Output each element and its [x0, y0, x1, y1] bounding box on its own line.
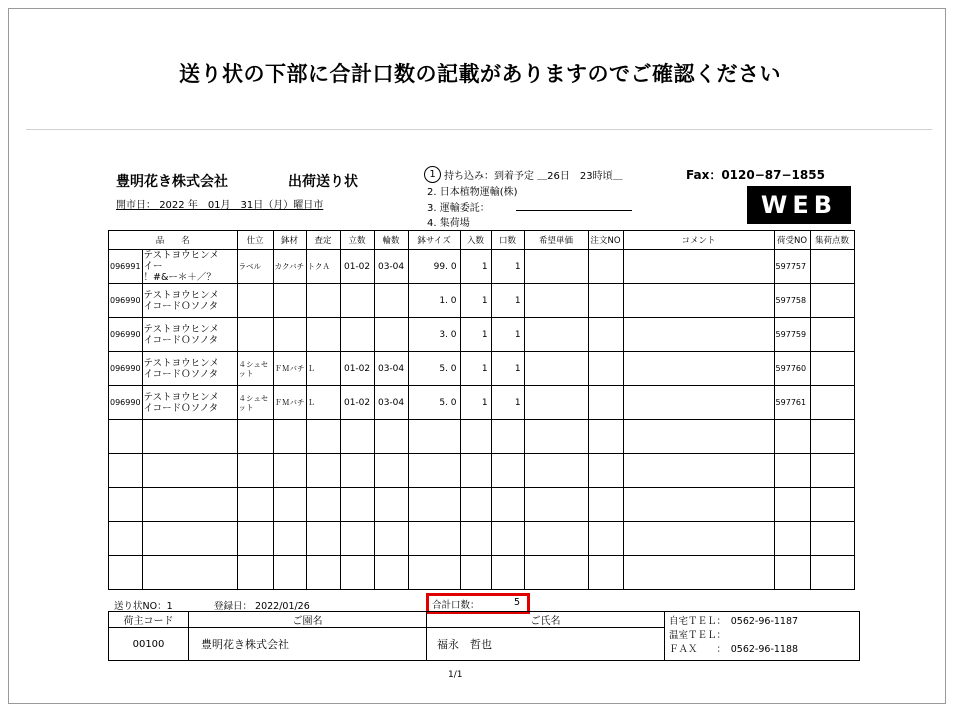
cell-size [408, 488, 460, 522]
table-row [109, 250, 855, 284]
cell-iri [460, 522, 491, 556]
cell-comment [623, 420, 774, 454]
fax-number: Fax：0120−87−1855 [686, 168, 825, 182]
cell-kuchi [491, 420, 524, 454]
shipment-table [108, 230, 855, 590]
cell-price [524, 250, 588, 284]
delivery-line-3-underline [516, 210, 632, 211]
col-header-iri: 入数 [460, 231, 491, 250]
cell-kuchi [491, 488, 524, 522]
cell-ukeno: 597759 [774, 318, 810, 352]
cell-hachizai [273, 488, 306, 522]
cell-order [588, 284, 623, 318]
cell-shitate [237, 420, 273, 454]
cell-shitate [237, 318, 273, 352]
cell-kuchi: 1 [491, 352, 524, 386]
cell-order [588, 352, 623, 386]
cell-points [810, 318, 854, 352]
cell-name [142, 250, 237, 284]
cell-code: 096990 [109, 318, 143, 352]
cell-ukeno: 597760 [774, 352, 810, 386]
web-badge: WEB [747, 186, 851, 224]
cell-points [810, 420, 854, 454]
cell-name [142, 556, 237, 590]
cell-shitate [237, 488, 273, 522]
col-header-size: 鉢サイズ [408, 231, 460, 250]
cell-ukeno [774, 488, 810, 522]
table-row [109, 386, 855, 420]
cell-tachi [340, 420, 374, 454]
cell-shitate [237, 522, 273, 556]
cell-ukeno: 597757 [774, 250, 810, 284]
cell-price [524, 386, 588, 420]
page-number: 1/1 [448, 670, 463, 680]
person-label: ご氏名 [427, 612, 665, 628]
cell-size: 3. 0 [408, 318, 460, 352]
cell-name [142, 454, 237, 488]
delivery-line-3: 3. 運輸委託： [427, 203, 490, 214]
cell-code: 096991 [109, 250, 143, 284]
cell-rin [374, 454, 408, 488]
cell-price [524, 352, 588, 386]
cell-shitate [237, 284, 273, 318]
cell-points [810, 454, 854, 488]
cell-iri [460, 420, 491, 454]
table-row [109, 318, 855, 352]
table-row [109, 522, 855, 556]
cell-code [109, 556, 143, 590]
cell-tachi [340, 488, 374, 522]
cell-hachizai [273, 454, 306, 488]
table-row [109, 284, 855, 318]
cell-name [142, 352, 237, 386]
cell-satei [306, 318, 340, 352]
cell-points [810, 352, 854, 386]
product-name-line: イコードＯソノタ [143, 402, 219, 414]
cell-size [408, 522, 460, 556]
cell-rin [374, 318, 408, 352]
cell-price [524, 522, 588, 556]
garden-label: ご園名 [189, 612, 427, 628]
table-row [109, 556, 855, 590]
cell-size: 5. 0 [408, 352, 460, 386]
market-date-value: 2022 年 01月 31日（月）曜日市 [159, 200, 324, 211]
cell-price [524, 420, 588, 454]
cell-name [142, 284, 237, 318]
cell-kuchi: 1 [491, 386, 524, 420]
slide-title: 送り状の下部に合計口数の記載がありますのでご確認ください [179, 62, 781, 86]
delivery-number-circle: 1 [424, 166, 441, 183]
cell-tachi: 01-02 [340, 386, 374, 420]
cell-iri: 1 [460, 352, 491, 386]
cell-iri [460, 488, 491, 522]
cell-kuchi [491, 556, 524, 590]
cell-size: 5. 0 [408, 386, 460, 420]
col-header-comment: コメント [623, 231, 774, 250]
shipper-info-table [108, 611, 860, 661]
cell-iri [460, 454, 491, 488]
product-name-line: イー [143, 261, 163, 272]
cell-size [408, 454, 460, 488]
table-row [109, 352, 855, 386]
person-name: 福永 哲也 [427, 628, 665, 661]
cell-order [588, 488, 623, 522]
cell-ukeno [774, 522, 810, 556]
cell-hachizai [273, 420, 306, 454]
cell-tachi [340, 454, 374, 488]
cell-order [588, 318, 623, 352]
col-header-shitate: 仕立 [237, 231, 273, 250]
cell-iri: 1 [460, 250, 491, 284]
cell-size [408, 556, 460, 590]
product-name-line: イコードＯソノタ [143, 334, 219, 346]
cell-satei [306, 284, 340, 318]
cell-points [810, 284, 854, 318]
cell-size [408, 420, 460, 454]
cell-price [524, 318, 588, 352]
cell-iri: 1 [460, 386, 491, 420]
cell-ukeno [774, 556, 810, 590]
contact-info [665, 612, 860, 661]
cell-shitate [237, 556, 273, 590]
table-row [109, 488, 855, 522]
col-header-satei: 査定 [306, 231, 340, 250]
product-name-line: イコードＯソノタ [143, 368, 219, 380]
title-divider [26, 129, 932, 130]
col-header-hachizai: 鉢材 [273, 231, 306, 250]
cell-code: 096990 [109, 284, 143, 318]
cell-price [524, 556, 588, 590]
cell-order [588, 386, 623, 420]
cell-comment [623, 386, 774, 420]
cell-tachi [340, 318, 374, 352]
product-name-line: テストヨウヒンメ [143, 391, 219, 403]
table-row [109, 420, 855, 454]
cell-name [142, 522, 237, 556]
cell-comment [623, 454, 774, 488]
col-header-rin: 輪数 [374, 231, 408, 250]
cell-price [524, 454, 588, 488]
cell-name [142, 488, 237, 522]
col-header-order: 注文NO [588, 231, 623, 250]
delivery-line-4: 4. 集荷場 [427, 218, 470, 229]
cell-order [588, 556, 623, 590]
cell-iri: 1 [460, 318, 491, 352]
cell-iri: 1 [460, 284, 491, 318]
col-header-kuchi: 口数 [491, 231, 524, 250]
market-date-label: 開市日： [116, 200, 156, 211]
cell-rin [374, 556, 408, 590]
delivery-line-1: 持ち込み：到着予定 ＿26日 23時頃＿ [444, 171, 623, 182]
cell-satei [306, 556, 340, 590]
cell-satei: Ｌ [306, 352, 340, 386]
cell-points [810, 488, 854, 522]
cell-comment [623, 250, 774, 284]
cell-hachizai [273, 556, 306, 590]
cell-rin: 03-04 [374, 386, 408, 420]
cell-hachizai: ＦＭバチ [273, 352, 306, 386]
cell-tachi: 01-02 [340, 250, 374, 284]
document-title: 出荷送り状 [288, 174, 358, 190]
total-count-label: 合計口数： [432, 600, 480, 611]
cell-hachizai: ＦＭバチ [273, 386, 306, 420]
shipper-code: 00100 [109, 628, 189, 661]
total-count-value: 5 [514, 597, 521, 608]
cell-satei [306, 454, 340, 488]
table-header-row [109, 231, 855, 250]
cell-kuchi: 1 [491, 318, 524, 352]
cell-shitate [237, 454, 273, 488]
cell-code: 096990 [109, 352, 143, 386]
product-name-line: テストヨウヒンメ [143, 323, 219, 335]
cell-shitate: ラベル [237, 250, 273, 284]
cell-price [524, 284, 588, 318]
cell-order [588, 250, 623, 284]
product-name-line: テストヨウヒンメ [143, 357, 219, 369]
col-header-points: 集荷点数 [810, 231, 854, 250]
table-row [109, 454, 855, 488]
cell-name [142, 386, 237, 420]
cell-kuchi: 1 [491, 284, 524, 318]
cell-order [588, 454, 623, 488]
cell-tachi [340, 556, 374, 590]
cell-kuchi [491, 454, 524, 488]
cell-rin [374, 420, 408, 454]
col-header-ukeno: 荷受NO [774, 231, 810, 250]
cell-order [588, 522, 623, 556]
cell-ukeno [774, 420, 810, 454]
cell-rin: 03-04 [374, 250, 408, 284]
greenhouse-tel: 温室ＴＥＬ： [669, 630, 727, 641]
product-name-line: テストヨウヒンメ [143, 289, 219, 301]
cell-tachi [340, 522, 374, 556]
cell-shitate: ４シュセット [237, 352, 273, 386]
registration-date: 登録日： 2022/01/26 [214, 601, 310, 612]
cell-points [810, 250, 854, 284]
cell-ukeno: 597758 [774, 284, 810, 318]
cell-satei [306, 420, 340, 454]
slip-number: 送り状NO：1 [114, 601, 173, 612]
cell-size: 99. 0 [408, 250, 460, 284]
market-date [116, 196, 323, 211]
cell-code: 096990 [109, 386, 143, 420]
fax-info: ＦＡＸ ： 0562-96-1188 [669, 644, 799, 655]
cell-comment [623, 488, 774, 522]
cell-code [109, 454, 143, 488]
cell-rin [374, 522, 408, 556]
cell-hachizai [273, 318, 306, 352]
garden-name: 豊明花き株式会社 [189, 628, 427, 661]
cell-shitate: ４シュセット [237, 386, 273, 420]
cell-size: 1. 0 [408, 284, 460, 318]
cell-satei: トクＡ [306, 250, 340, 284]
cell-order [588, 420, 623, 454]
cell-code [109, 420, 143, 454]
col-header-tachi: 立数 [340, 231, 374, 250]
cell-comment [623, 318, 774, 352]
cell-name [142, 318, 237, 352]
cell-hachizai [273, 284, 306, 318]
cell-hachizai: カクバチ [273, 250, 306, 284]
cell-hachizai [273, 522, 306, 556]
col-header-name: 品 名 [109, 231, 238, 250]
cell-comment [623, 352, 774, 386]
cell-price [524, 488, 588, 522]
cell-name [142, 420, 237, 454]
cell-code [109, 488, 143, 522]
cell-kuchi: 1 [491, 250, 524, 284]
home-tel: 自宅ＴＥＬ： 0562-96-1187 [669, 616, 799, 627]
cell-satei: Ｌ [306, 386, 340, 420]
cell-ukeno: 597761 [774, 386, 810, 420]
cell-tachi: 01-02 [340, 352, 374, 386]
product-name-line: イコードＯソノタ [143, 300, 219, 312]
cell-comment [623, 522, 774, 556]
cell-kuchi [491, 522, 524, 556]
cell-satei [306, 522, 340, 556]
cell-points [810, 386, 854, 420]
cell-rin: 03-04 [374, 352, 408, 386]
product-name-line: テストヨウヒンメ [143, 250, 219, 261]
cell-rin [374, 488, 408, 522]
cell-ukeno [774, 454, 810, 488]
cell-iri [460, 556, 491, 590]
cell-rin [374, 284, 408, 318]
cell-tachi [340, 284, 374, 318]
cell-points [810, 522, 854, 556]
col-header-price: 希望単価 [524, 231, 588, 250]
cell-comment [623, 284, 774, 318]
delivery-line-2: 2. 日本植物運輸(株) [427, 187, 518, 198]
cell-points [810, 556, 854, 590]
product-name-line: ！#&ー＊＋／？ [143, 272, 216, 283]
company-name: 豊明花き株式会社 [116, 174, 228, 190]
cell-comment [623, 556, 774, 590]
cell-code [109, 522, 143, 556]
shipper-code-label: 荷主コード [109, 612, 189, 628]
cell-satei [306, 488, 340, 522]
